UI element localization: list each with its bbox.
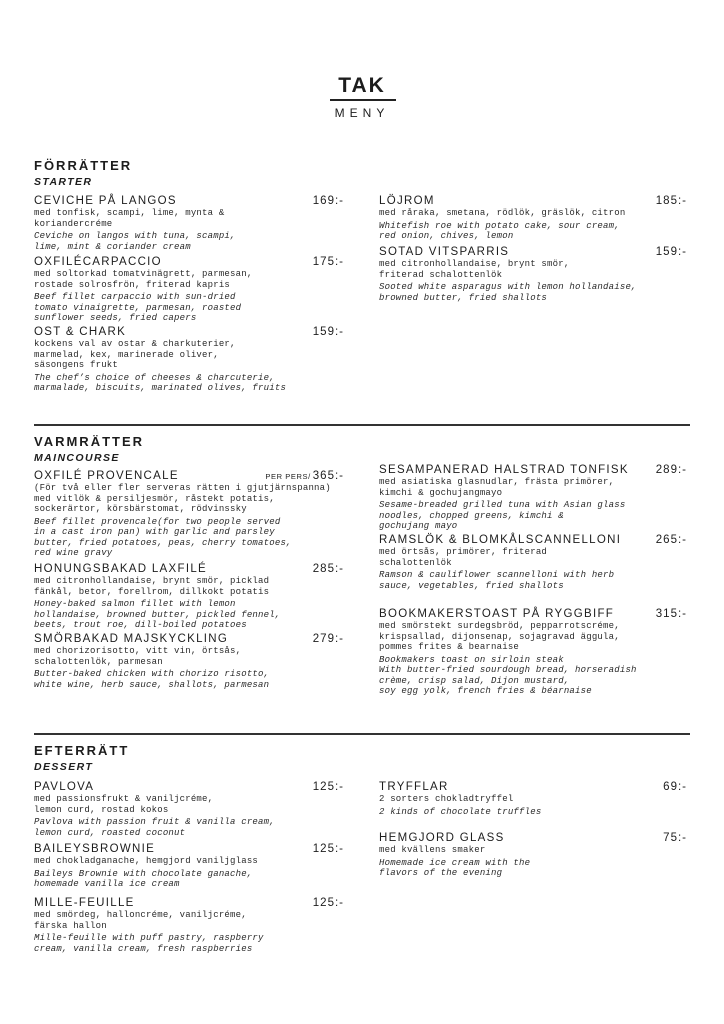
item-translation: Bookmakers toast on sirloin steak With butter-fried sourdough bread, horseradish crème, crisp salad, Dijon mustard, soy egg yolk, french fries & béarnaise	[379, 654, 637, 696]
item-name: SOTAD VITSPARRIS	[379, 246, 510, 258]
item-translation: Honey-baked salmon fillet with lemon hollandaise, browned butter, pickled fennel, beets, trout roe, dill-boiled potatoes	[34, 599, 281, 630]
item-name: OST & CHARK	[34, 326, 127, 338]
item-translation: Homemade ice cream with the flavors of the evening	[379, 857, 531, 878]
item-name: OXFILÉCARPACCIO	[34, 256, 162, 268]
item-description: med örtsås, primörer, friterad schalottenlök	[379, 547, 548, 568]
item-name: SMÖRBAKAD MAJSKYCKLING	[34, 633, 229, 645]
item-description: med råraka, smetana, rödlök, gräslök, citron	[379, 208, 626, 218]
item-translation: The chef’s choice of cheeses & charcuterie, marmalade, biscuits, marinated olives, fruits	[34, 372, 287, 393]
menu-item	[34, 470, 344, 559]
menu-item	[34, 256, 344, 324]
menu-item	[379, 608, 687, 697]
item-name: BAILEYSBROWNIE	[34, 843, 156, 855]
menu-item	[34, 195, 344, 252]
item-description: med citronhollandaise, brynt smör, friterad schalottenlök	[379, 259, 570, 280]
menu-item	[34, 897, 344, 954]
item-translation: Ceviche on langos with tuna, scampi, lime, mint & coriander cream	[34, 231, 236, 252]
menu-item	[379, 246, 687, 303]
item-description: med tonfisk, scampi, lime, mynta & koriandercréme	[34, 208, 225, 229]
item-price: 285:-	[312, 563, 344, 575]
item-description: med passionsfrukt & vaniljcréme, lemon curd, rostad kokos	[34, 794, 214, 815]
item-price: 315:-	[655, 608, 687, 620]
item-price: PER PERS/ 365:-	[265, 470, 344, 482]
item-name: CEVICHE PÅ LANGOS	[34, 195, 177, 207]
section-subtitle-mains: MAINCOURSE	[34, 452, 120, 464]
item-price: 125:-	[312, 843, 344, 855]
item-description: med asiatiska glasnudlar, frästa primörer, kimchi & gochujangmayo	[379, 477, 615, 498]
item-name: LÖJROM	[379, 195, 435, 207]
section-divider	[34, 733, 690, 735]
item-price: 69:-	[663, 781, 687, 793]
item-translation: 2 kinds of chocolate truffles	[379, 806, 542, 817]
item-price: 279:-	[312, 633, 344, 645]
item-translation: Beef fillet provencale(for two people served in a cast iron pan) with garlic and parsley butter, fried potatoes, peas, cherry tomatoes, red wine gravy	[34, 516, 292, 558]
menu-item	[379, 464, 687, 532]
item-translation: Mille-feuille with puff pastry, raspberry cream, vanilla cream, fresh raspberries	[34, 933, 264, 954]
menu-subtitle: MENY	[334, 106, 390, 120]
item-translation: Sooted white asparagus with lemon hollandaise, browned butter, fried shallots	[379, 282, 637, 303]
section-title-desserts: EFTERRÄTT	[34, 743, 130, 758]
item-price: 265:-	[655, 534, 687, 546]
item-price: 175:-	[312, 256, 344, 268]
item-price: 159:-	[312, 326, 344, 338]
item-name: PAVLOVA	[34, 781, 95, 793]
section-subtitle-desserts: DESSERT	[34, 761, 94, 773]
item-price: 169:-	[312, 195, 344, 207]
item-name: HEMGJORD GLASS	[379, 832, 505, 844]
item-description: med soltorkad tomatvinägrett, parmesan, rostade solrosfrön, friterad kapris	[34, 269, 253, 290]
item-name: TRYFFLAR	[379, 781, 449, 793]
item-description: med citronhollandaise, brynt smör, picklad fänkål, betor, forellrom, dillkokt potatis	[34, 576, 270, 597]
item-translation: Sesame-breaded grilled tuna with Asian glass noodles, chopped greens, kimchi & gochujang mayo	[379, 500, 626, 531]
brand-title: TAK	[338, 74, 386, 97]
item-name: BOOKMAKERSTOAST PÅ RYGGBIFF	[379, 608, 615, 620]
item-description: kockens val av ostar & charkuterier, marmelad, kex, marinerade oliver, säsongens frukt	[34, 339, 236, 370]
menu-item	[34, 633, 344, 690]
item-translation: Ramson & cauliflower scannelloni with herb sauce, vegetables, fried shallots	[379, 570, 615, 591]
item-description: med chorizorisotto, vitt vin, örtsås, schalottenlök, parmesan	[34, 646, 242, 667]
menu-item	[379, 195, 687, 242]
section-divider	[34, 424, 690, 426]
item-description: med smördeg, halloncréme, vaniljcréme, färska hallon	[34, 910, 247, 931]
item-translation: Baileys Brownie with chocolate ganache, homemade vanilla ice cream	[34, 868, 253, 889]
item-name: HONUNGSBAKAD LAXFILÉ	[34, 563, 207, 575]
item-description: med kvällens smaker	[379, 845, 486, 855]
menu-item	[379, 781, 687, 817]
item-price: 125:-	[312, 897, 344, 909]
item-translation: Beef fillet carpaccio with sun-dried tomato vinaigrette, parmesan, roasted sunflower seeds, fried capers	[34, 292, 242, 323]
menu-item	[379, 534, 687, 591]
item-price: 185:-	[655, 195, 687, 207]
item-name: RAMSLÖK & BLOMKÅLSCANNELLONI	[379, 534, 622, 546]
item-name: SESAMPANERAD HALSTRAD TONFISK	[379, 464, 629, 476]
menu-item	[34, 781, 344, 838]
item-description: 2 sorters chokladtryffel	[379, 794, 514, 804]
section-title-starters: FÖRRÄTTER	[34, 158, 133, 173]
section-subtitle-starters: STARTER	[34, 176, 93, 188]
item-description: med chokladganache, hemgjord vaniljglass	[34, 856, 259, 866]
item-description: med smörstekt surdegsbröd, pepparrotscréme, krispsallad, dijonsenap, sojagravad äggula, pommes frites & bearnaise	[379, 621, 620, 652]
menu-item	[34, 326, 344, 394]
item-name: OXFILÉ PROVENCALE	[34, 470, 179, 482]
item-price: 75:-	[663, 832, 687, 844]
item-name: MILLE-FEUILLE	[34, 897, 135, 909]
brand-divider	[330, 99, 396, 101]
item-price: 125:-	[312, 781, 344, 793]
section-title-mains: VARMRÄTTER	[34, 434, 145, 449]
menu-item	[34, 563, 344, 631]
menu-item	[34, 843, 344, 890]
item-translation: Whitefish roe with potato cake, sour cream, red onion, chives, lemon	[379, 220, 620, 241]
item-translation: Pavlova with passion fruit & vanilla cream, lemon curd, roasted coconut	[34, 817, 275, 838]
item-description: (För två eller fler serveras rätten i gjutjärnspanna) med vitlök & persiljesmör, råstekt potatis, sockerärtor, körsbärstomat, rödvinssky	[34, 483, 331, 514]
menu-item	[379, 832, 687, 879]
item-translation: Butter-baked chicken with chorizo risotto, white wine, herb sauce, shallots, parmesan	[34, 669, 270, 690]
item-price: 159:-	[655, 246, 687, 258]
item-price: 289:-	[655, 464, 687, 476]
